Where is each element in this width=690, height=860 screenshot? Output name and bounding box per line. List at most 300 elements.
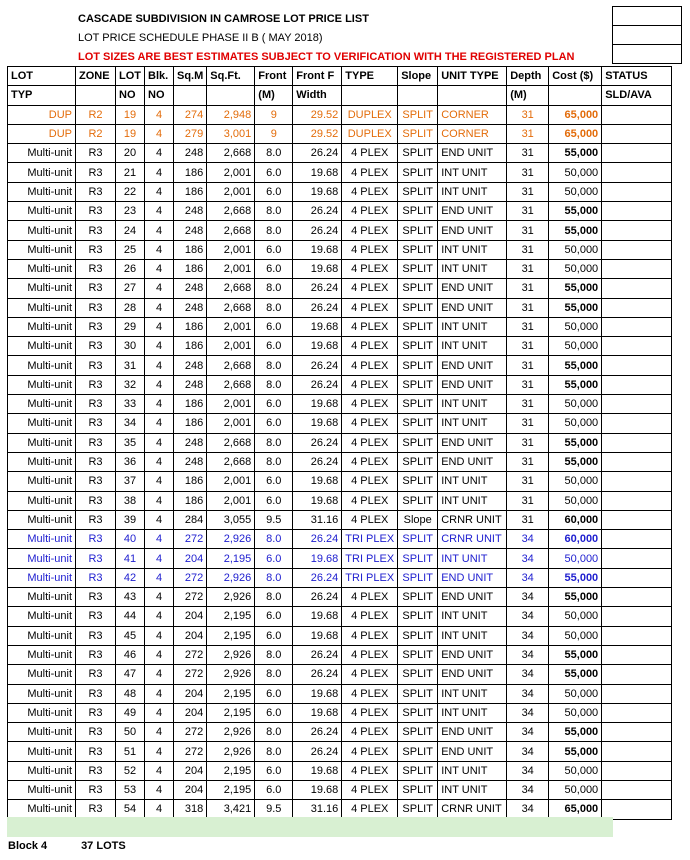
- cell-cost: 50,000: [549, 163, 602, 182]
- cell-sq-m: 186: [174, 491, 207, 510]
- cell-type: 4 PLEX: [342, 588, 398, 607]
- cell-sq-m: 248: [174, 144, 207, 163]
- table-row: [8, 742, 672, 761]
- header-row: [8, 67, 672, 86]
- column-header-sq-ft: [207, 86, 255, 105]
- cell-sq-m: 204: [174, 684, 207, 703]
- cell-front-width: 26.24: [293, 742, 342, 761]
- cell-front-m: 6.0: [255, 780, 293, 799]
- cell-sq-ft: 2,195: [207, 549, 255, 568]
- cell-cost: 50,000: [549, 626, 602, 645]
- cell-lot-type: Multi-unit: [8, 356, 76, 375]
- cell-status: [602, 163, 672, 182]
- table-row: [8, 279, 672, 298]
- column-header-front-width: Front F: [293, 67, 342, 86]
- cell-status: [602, 665, 672, 684]
- cell-zone: R3: [76, 568, 116, 587]
- cell-status: [602, 780, 672, 799]
- cell-status: [602, 510, 672, 529]
- cell-unit-type: INT UNIT: [438, 414, 507, 433]
- cell-zone: R3: [76, 259, 116, 278]
- cell-zone: R3: [76, 703, 116, 722]
- cell-lot-type: Multi-unit: [8, 510, 76, 529]
- cell-unit-type: END UNIT: [438, 279, 507, 298]
- cell-unit-type: INT UNIT: [438, 337, 507, 356]
- cell-block-no: 4: [145, 182, 174, 201]
- cell-front-m: 6.0: [255, 761, 293, 780]
- cell-lot-type: Multi-unit: [8, 472, 76, 491]
- table-row: [8, 703, 672, 722]
- cell-slope: SPLIT: [398, 356, 438, 375]
- table-row: [8, 780, 672, 799]
- cell-depth: 31: [507, 414, 549, 433]
- cell-front-width: 19.68: [293, 780, 342, 799]
- cell-cost: 55,000: [549, 375, 602, 394]
- cell-status: [602, 530, 672, 549]
- cell-slope: SPLIT: [398, 684, 438, 703]
- status-box-cell: [613, 7, 682, 26]
- cell-sq-ft: 2,195: [207, 684, 255, 703]
- column-header-slope: Slope: [398, 67, 438, 86]
- cell-sq-m: 204: [174, 703, 207, 722]
- cell-unit-type: END UNIT: [438, 588, 507, 607]
- table-row: [8, 568, 672, 587]
- cell-block-no: 4: [145, 472, 174, 491]
- cell-slope: SPLIT: [398, 568, 438, 587]
- cell-block-no: 4: [145, 259, 174, 278]
- cell-slope: SPLIT: [398, 317, 438, 336]
- table-row: [8, 645, 672, 664]
- cell-slope: SPLIT: [398, 588, 438, 607]
- cell-depth: 31: [507, 356, 549, 375]
- cell-depth: 31: [507, 202, 549, 221]
- cell-depth: 34: [507, 607, 549, 626]
- cell-sq-ft: 2,926: [207, 588, 255, 607]
- cell-slope: SPLIT: [398, 549, 438, 568]
- cell-zone: R3: [76, 279, 116, 298]
- cell-front-width: 19.68: [293, 761, 342, 780]
- cell-type: 4 PLEX: [342, 761, 398, 780]
- cell-depth: 34: [507, 703, 549, 722]
- cell-sq-m: 248: [174, 279, 207, 298]
- cell-front-m: 8.0: [255, 279, 293, 298]
- table-row: [8, 472, 672, 491]
- cell-cost: 55,000: [549, 723, 602, 742]
- cell-block-no: 4: [145, 665, 174, 684]
- table-row: [8, 202, 672, 221]
- cell-zone: R3: [76, 221, 116, 240]
- cell-slope: SPLIT: [398, 607, 438, 626]
- cell-lot-type: Multi-unit: [8, 588, 76, 607]
- cell-front-m: 6.0: [255, 414, 293, 433]
- column-header-block-no: NO: [145, 86, 174, 105]
- cell-unit-type: INT UNIT: [438, 163, 507, 182]
- table-row: [8, 530, 672, 549]
- cell-depth: 31: [507, 395, 549, 414]
- cell-type: DUPLEX: [342, 105, 398, 124]
- cell-lot-type: Multi-unit: [8, 626, 76, 645]
- cell-front-width: 19.68: [293, 703, 342, 722]
- cell-unit-type: INT UNIT: [438, 395, 507, 414]
- cell-type: 4 PLEX: [342, 472, 398, 491]
- cell-unit-type: INT UNIT: [438, 684, 507, 703]
- cell-cost: 50,000: [549, 240, 602, 259]
- cell-depth: 34: [507, 761, 549, 780]
- cell-slope: SPLIT: [398, 124, 438, 143]
- cell-cost: 50,000: [549, 317, 602, 336]
- cell-cost: 55,000: [549, 665, 602, 684]
- cell-sq-ft: 2,668: [207, 452, 255, 471]
- cell-type: 4 PLEX: [342, 221, 398, 240]
- cell-front-width: 19.68: [293, 607, 342, 626]
- cell-sq-m: 272: [174, 530, 207, 549]
- cell-lot-no: 41: [116, 549, 145, 568]
- table-row: [8, 375, 672, 394]
- table-row: [8, 395, 672, 414]
- cell-lot-no: 35: [116, 433, 145, 452]
- cell-depth: 34: [507, 549, 549, 568]
- cell-sq-ft: 2,195: [207, 607, 255, 626]
- cell-block-no: 4: [145, 279, 174, 298]
- cell-front-width: 29.52: [293, 124, 342, 143]
- cell-type: 4 PLEX: [342, 298, 398, 317]
- cell-front-m: 6.0: [255, 549, 293, 568]
- cell-type: 4 PLEX: [342, 607, 398, 626]
- status-box-cell: [613, 45, 682, 64]
- cell-lot-no: 45: [116, 626, 145, 645]
- cell-sq-m: 186: [174, 259, 207, 278]
- cell-lot-type: Multi-unit: [8, 703, 76, 722]
- cell-front-m: 8.0: [255, 144, 293, 163]
- cell-zone: R3: [76, 240, 116, 259]
- cell-front-width: 19.68: [293, 549, 342, 568]
- cell-status: [602, 626, 672, 645]
- cell-front-width: 19.68: [293, 317, 342, 336]
- cell-depth: 31: [507, 105, 549, 124]
- cell-slope: SPLIT: [398, 221, 438, 240]
- cell-lot-no: 50: [116, 723, 145, 742]
- cell-lot-no: 36: [116, 452, 145, 471]
- cell-block-no: 4: [145, 742, 174, 761]
- column-header-type: TYPE: [342, 67, 398, 86]
- cell-front-width: 19.68: [293, 414, 342, 433]
- cell-unit-type: INT UNIT: [438, 626, 507, 645]
- summary-bar: [7, 817, 613, 837]
- cell-zone: R3: [76, 433, 116, 452]
- cell-lot-type: Multi-unit: [8, 202, 76, 221]
- cell-lot-no: 23: [116, 202, 145, 221]
- cell-sq-ft: 2,195: [207, 780, 255, 799]
- column-header-zone: [76, 86, 116, 105]
- cell-lot-no: 54: [116, 800, 145, 819]
- cell-slope: SPLIT: [398, 414, 438, 433]
- cell-lot-type: Multi-unit: [8, 144, 76, 163]
- column-header-lot-no: LOT: [116, 67, 145, 86]
- cell-lot-no: 43: [116, 588, 145, 607]
- cell-depth: 34: [507, 530, 549, 549]
- cell-lot-no: 52: [116, 761, 145, 780]
- table-row: [8, 317, 672, 336]
- cell-depth: 34: [507, 800, 549, 819]
- cell-unit-type: END UNIT: [438, 742, 507, 761]
- cell-status: [602, 395, 672, 414]
- cell-status: [602, 588, 672, 607]
- cell-sq-ft: 2,195: [207, 703, 255, 722]
- column-header-front-width: Width: [293, 86, 342, 105]
- cell-sq-ft: 2,668: [207, 279, 255, 298]
- cell-sq-m: 204: [174, 549, 207, 568]
- cell-status: [602, 761, 672, 780]
- cell-sq-ft: 2,926: [207, 645, 255, 664]
- cell-type: 4 PLEX: [342, 414, 398, 433]
- cell-front-m: 8.0: [255, 221, 293, 240]
- cell-front-m: 8.0: [255, 742, 293, 761]
- cell-cost: 55,000: [549, 568, 602, 587]
- cell-unit-type: END UNIT: [438, 645, 507, 664]
- cell-slope: SPLIT: [398, 800, 438, 819]
- cell-zone: R3: [76, 163, 116, 182]
- cell-zone: R3: [76, 491, 116, 510]
- cell-depth: 31: [507, 221, 549, 240]
- cell-front-width: 29.52: [293, 105, 342, 124]
- table-row: [8, 163, 672, 182]
- cell-sq-ft: 2,668: [207, 433, 255, 452]
- cell-sq-m: 272: [174, 723, 207, 742]
- cell-type: 4 PLEX: [342, 317, 398, 336]
- cell-front-m: 6.0: [255, 626, 293, 645]
- cell-front-width: 26.24: [293, 356, 342, 375]
- cell-slope: SPLIT: [398, 375, 438, 394]
- cell-sq-ft: 2,001: [207, 317, 255, 336]
- cell-front-m: 8.0: [255, 568, 293, 587]
- cell-zone: R3: [76, 780, 116, 799]
- cell-sq-m: 279: [174, 124, 207, 143]
- cell-sq-m: 186: [174, 163, 207, 182]
- cell-front-width: 26.24: [293, 221, 342, 240]
- cell-sq-ft: 2,926: [207, 665, 255, 684]
- cell-slope: SPLIT: [398, 472, 438, 491]
- cell-front-width: 26.24: [293, 279, 342, 298]
- cell-front-m: 8.0: [255, 202, 293, 221]
- cell-slope: SPLIT: [398, 337, 438, 356]
- cell-lot-no: 19: [116, 105, 145, 124]
- cell-lot-no: 39: [116, 510, 145, 529]
- cell-cost: 50,000: [549, 472, 602, 491]
- cell-lot-no: 53: [116, 780, 145, 799]
- cell-sq-m: 186: [174, 472, 207, 491]
- cell-front-width: 26.24: [293, 568, 342, 587]
- cell-slope: SPLIT: [398, 780, 438, 799]
- cell-lot-type: DUP: [8, 124, 76, 143]
- cell-front-width: 19.68: [293, 684, 342, 703]
- cell-sq-ft: 2,001: [207, 395, 255, 414]
- cell-block-no: 4: [145, 510, 174, 529]
- cell-zone: R3: [76, 202, 116, 221]
- cell-lot-no: 20: [116, 144, 145, 163]
- cell-front-width: 26.24: [293, 433, 342, 452]
- cell-front-width: 19.68: [293, 182, 342, 201]
- cell-depth: 31: [507, 279, 549, 298]
- cell-cost: 50,000: [549, 182, 602, 201]
- cell-depth: 34: [507, 588, 549, 607]
- table-row: [8, 433, 672, 452]
- cell-slope: SPLIT: [398, 298, 438, 317]
- cell-lot-type: Multi-unit: [8, 761, 76, 780]
- cell-sq-ft: 3,001: [207, 124, 255, 143]
- cell-block-no: 4: [145, 800, 174, 819]
- cell-type: 4 PLEX: [342, 723, 398, 742]
- cell-lot-no: 26: [116, 259, 145, 278]
- cell-block-no: 4: [145, 530, 174, 549]
- cell-sq-m: 272: [174, 742, 207, 761]
- cell-cost: 65,000: [549, 124, 602, 143]
- cell-cost: 55,000: [549, 588, 602, 607]
- cell-block-no: 4: [145, 240, 174, 259]
- cell-sq-ft: 2,668: [207, 375, 255, 394]
- cell-type: 4 PLEX: [342, 337, 398, 356]
- cell-sq-m: 248: [174, 375, 207, 394]
- cell-zone: R3: [76, 182, 116, 201]
- cell-depth: 34: [507, 665, 549, 684]
- cell-lot-type: DUP: [8, 105, 76, 124]
- cell-slope: SPLIT: [398, 395, 438, 414]
- cell-status: [602, 124, 672, 143]
- cell-sq-m: 186: [174, 240, 207, 259]
- cell-front-m: 6.0: [255, 684, 293, 703]
- cell-sq-ft: 3,055: [207, 510, 255, 529]
- cell-lot-no: 30: [116, 337, 145, 356]
- cell-lot-no: 25: [116, 240, 145, 259]
- column-header-lot-no: NO: [116, 86, 145, 105]
- cell-status: [602, 221, 672, 240]
- cell-cost: 55,000: [549, 742, 602, 761]
- cell-zone: R3: [76, 356, 116, 375]
- cell-front-width: 19.68: [293, 491, 342, 510]
- column-header-front-m: Front: [255, 67, 293, 86]
- table-row: [8, 684, 672, 703]
- cell-status: [602, 182, 672, 201]
- cell-lot-type: Multi-unit: [8, 433, 76, 452]
- cell-status: [602, 645, 672, 664]
- cell-slope: SPLIT: [398, 491, 438, 510]
- cell-lot-type: Multi-unit: [8, 279, 76, 298]
- cell-front-m: 8.0: [255, 298, 293, 317]
- cell-depth: 31: [507, 182, 549, 201]
- column-header-zone: ZONE: [76, 67, 116, 86]
- cell-block-no: 4: [145, 221, 174, 240]
- cell-zone: R3: [76, 144, 116, 163]
- cell-lot-no: 24: [116, 221, 145, 240]
- cell-type: 4 PLEX: [342, 182, 398, 201]
- cell-zone: R2: [76, 105, 116, 124]
- cell-block-no: 4: [145, 395, 174, 414]
- cell-slope: SPLIT: [398, 703, 438, 722]
- cell-lot-type: Multi-unit: [8, 684, 76, 703]
- cell-type: 4 PLEX: [342, 491, 398, 510]
- cell-front-m: 8.0: [255, 452, 293, 471]
- cell-sq-ft: 2,001: [207, 337, 255, 356]
- cell-unit-type: INT UNIT: [438, 472, 507, 491]
- status-header-box: [612, 6, 682, 64]
- cell-lot-type: Multi-unit: [8, 723, 76, 742]
- cell-sq-ft: 2,001: [207, 163, 255, 182]
- cell-sq-ft: 2,195: [207, 761, 255, 780]
- lots-count: 37 LOTS: [81, 840, 126, 852]
- cell-block-no: 4: [145, 317, 174, 336]
- cell-type: 4 PLEX: [342, 202, 398, 221]
- cell-cost: 55,000: [549, 279, 602, 298]
- table-row: [8, 240, 672, 259]
- cell-unit-type: END UNIT: [438, 221, 507, 240]
- cell-cost: 55,000: [549, 433, 602, 452]
- cell-unit-type: CRNR UNIT: [438, 510, 507, 529]
- cell-lot-type: Multi-unit: [8, 780, 76, 799]
- cell-front-width: 19.68: [293, 472, 342, 491]
- cell-sq-m: 248: [174, 202, 207, 221]
- cell-status: [602, 433, 672, 452]
- cell-block-no: 4: [145, 549, 174, 568]
- cell-front-m: 8.0: [255, 375, 293, 394]
- cell-cost: 50,000: [549, 337, 602, 356]
- cell-block-no: 4: [145, 780, 174, 799]
- cell-block-no: 4: [145, 452, 174, 471]
- cell-lot-no: 29: [116, 317, 145, 336]
- cell-unit-type: END UNIT: [438, 298, 507, 317]
- cell-lot-no: 48: [116, 684, 145, 703]
- cell-depth: 31: [507, 433, 549, 452]
- cell-status: [602, 607, 672, 626]
- table-footer: [8, 840, 126, 852]
- cell-type: 4 PLEX: [342, 684, 398, 703]
- column-header-slope: [398, 86, 438, 105]
- cell-zone: R3: [76, 684, 116, 703]
- cell-cost: 50,000: [549, 761, 602, 780]
- cell-cost: 55,000: [549, 202, 602, 221]
- cell-front-m: 6.0: [255, 472, 293, 491]
- cell-unit-type: END UNIT: [438, 356, 507, 375]
- cell-cost: 50,000: [549, 414, 602, 433]
- cell-cost: 55,000: [549, 356, 602, 375]
- cell-sq-m: 272: [174, 645, 207, 664]
- column-header-status: SLD/AVA: [602, 86, 672, 105]
- cell-sq-ft: 2,195: [207, 626, 255, 645]
- cell-zone: R3: [76, 317, 116, 336]
- cell-lot-type: Multi-unit: [8, 491, 76, 510]
- cell-sq-m: 272: [174, 568, 207, 587]
- table-row: [8, 144, 672, 163]
- cell-slope: SPLIT: [398, 202, 438, 221]
- cell-status: [602, 568, 672, 587]
- cell-cost: 55,000: [549, 645, 602, 664]
- cell-cost: 55,000: [549, 221, 602, 240]
- cell-type: 4 PLEX: [342, 375, 398, 394]
- cell-front-width: 26.24: [293, 452, 342, 471]
- column-header-sq-ft: Sq.Ft.: [207, 67, 255, 86]
- cell-status: [602, 684, 672, 703]
- cell-sq-m: 204: [174, 780, 207, 799]
- column-header-depth: Depth: [507, 67, 549, 86]
- cell-front-m: 6.0: [255, 607, 293, 626]
- table-row: [8, 723, 672, 742]
- cell-unit-type: END UNIT: [438, 375, 507, 394]
- cell-cost: 50,000: [549, 684, 602, 703]
- cell-front-width: 26.24: [293, 375, 342, 394]
- cell-sq-ft: 2,926: [207, 530, 255, 549]
- table-row: [8, 414, 672, 433]
- cell-cost: 55,000: [549, 144, 602, 163]
- cell-lot-no: 32: [116, 375, 145, 394]
- cell-zone: R3: [76, 395, 116, 414]
